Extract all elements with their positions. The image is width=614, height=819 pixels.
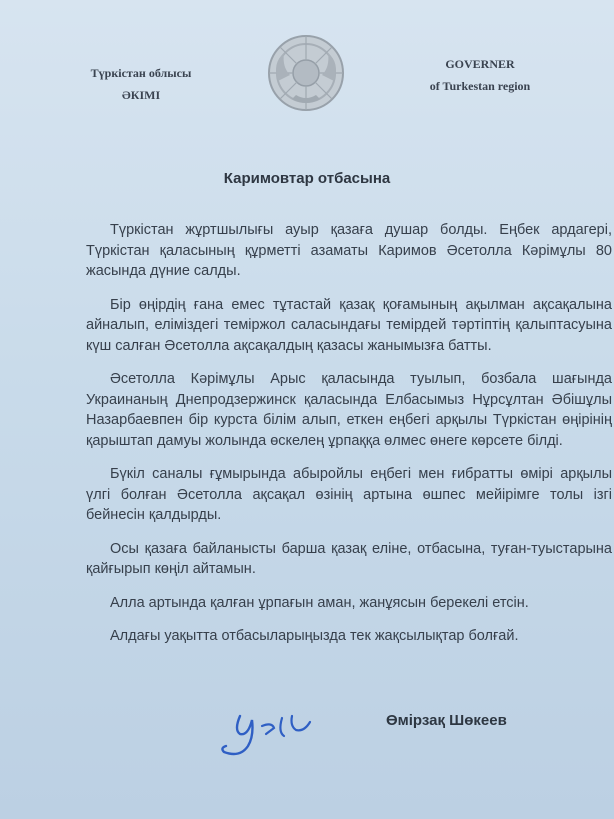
header-right bbox=[416, 53, 544, 97]
paragraph: Түркістан жұртшылығы ауыр қазаға душар болды. Еңбек ардагері, Түркістан қаласының құрметті азаматы Каримов Әсетолла Кәрімұлы 80 жасында дүние салды. bbox=[86, 222, 612, 279]
paragraph: Әсетолла Кәрімұлы Арыс қаласында туылып, бозбала шағында Украинаның Днепродзержинск қаласында Елбасымыз Нұрсұлтан Әбішұлы Назарбаевпен бір курста білім алып, еткен еңбегі арқылы Түркістан өңірінің қарыштап дамуы жолында өскелең ұрпаққа өлмес өнеге көрсете білді. bbox=[86, 371, 612, 449]
paragraph: Бір өңірдің ғана емес тұтастай қазақ қоғамының ақылман ақсақалына айналып, еліміздегі теміржол саласындағы темірдей тәртіптің қалыптасуына күш салған Әсетолла ақсақалдың қазасы жанымызға батты. bbox=[86, 296, 612, 354]
letter-body bbox=[86, 220, 612, 660]
paragraph: Осы қазаға байланысты барша қазақ еліне, отбасына, туған-туыстарына қайғырып көңіл айтамын. bbox=[86, 540, 612, 577]
paragraph: Бүкіл саналы ғұмырында абыройлы еңбегі мен ғибратты өмірі арқылы үлгі болған Әсетолла ақсақал өзінің артына өшпес мейірімге толы ізгі бейнесін қалдырды. bbox=[86, 466, 612, 523]
state-emblem-icon bbox=[266, 33, 346, 113]
header-left bbox=[78, 62, 204, 106]
paragraph: Алдағы уақытта отбасыларыңызда тек жақсылықтар болғай. bbox=[110, 628, 519, 644]
handwritten-signature-icon bbox=[218, 708, 328, 760]
header-right-region: of Turkestan region bbox=[429, 79, 531, 93]
header-left-title: ӘКІМІ bbox=[121, 88, 161, 102]
header-right-title: GOVERNER bbox=[445, 57, 515, 71]
header-left-region: Түркістан облысы bbox=[90, 66, 192, 80]
paragraph: Алла артында қалған ұрпағын аман, жанұясын берекелі етсін. bbox=[110, 594, 529, 611]
signer-name: Өмірзақ Шөкеев bbox=[386, 712, 507, 729]
letter-title: Каримовтар отбасына bbox=[223, 170, 391, 187]
